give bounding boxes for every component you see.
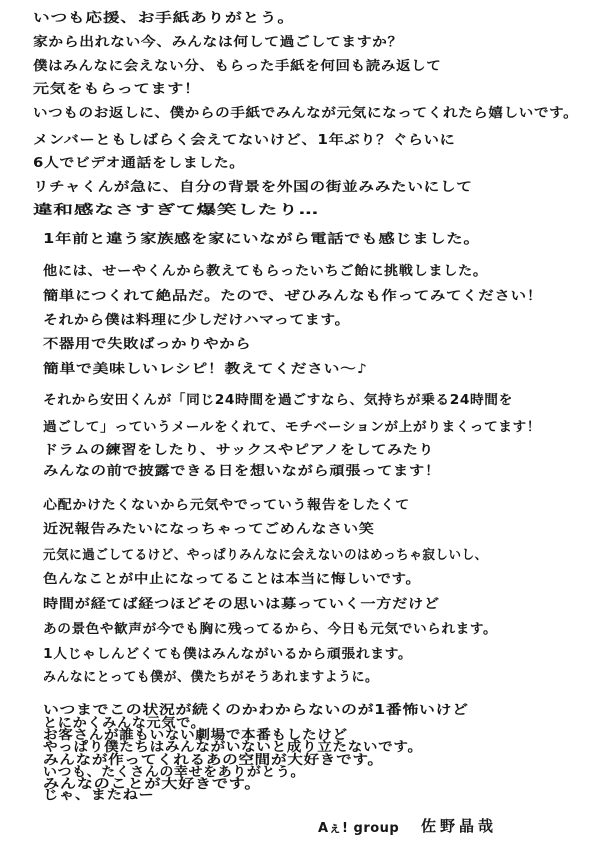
letter-line: 元気をもらってます！ [33, 82, 201, 97]
letter-line: 元気に過ごしてるけど、やっぱりみんなに会えないのはめっちゃ寂しいし、 [43, 548, 488, 563]
letter-line: みんなにとっても僕が、僕たちがそうあれますように。 [43, 670, 379, 685]
signature-name: 佐野晶哉 [421, 817, 498, 835]
letter-line: リチャくんが急に、自分の背景を外国の街並みみたいにして [33, 180, 473, 195]
letter-line: 違和感なさすぎて爆笑したり… [33, 203, 320, 218]
letter-line: 簡単で美味しいレシピ！教えてください～♪ [43, 362, 368, 377]
letter-line: とにかくみんな元気で。 [43, 715, 206, 731]
letter-line: いつも、たくさんの幸せをありがとう。 [43, 765, 306, 780]
letter-line: 色んなことが中止になってることは本当に悔しいです。 [43, 572, 421, 587]
letter-line: いつものお返しに、僕からの手紙でみんなが元気になってくれたら嬉しいです。 [33, 106, 579, 121]
letter-line: やっぱり僕たちはみんながいないと成り立たないです。 [43, 739, 423, 755]
letter-line: ドラムの練習をしたり、サックスやピアノをしてみたり [43, 443, 435, 458]
letter-line: いつまでこの状況が続くのかわからないのが1番怖いけど [43, 703, 469, 718]
signature [318, 815, 578, 841]
letter-line: 不器用で失敗ばっかりやから [43, 337, 252, 352]
letter-line: それから僕は料理に少しだけハマってます。 [43, 313, 351, 328]
letter-line: 6人でビデオ通話をしました。 [33, 156, 245, 171]
letter-line: 過ごして」っていうメールをくれて、モチベーションが上がりまくってます！ [43, 420, 542, 435]
letter-line: 僕はみんなに会えない分、もらった手紙を何回も読み返して [33, 59, 442, 74]
letter-line: みんなのことが大好きです。 [43, 776, 262, 792]
letter-line: 時間が経てば経つほどその思いは募っていく一方だけど [43, 597, 440, 612]
letter-line: 1年前と違う家族感を家にいながら電話でも感じました。 [43, 232, 481, 247]
letter-line: あの景色や歓声が今でも胸に残ってるから、今日も元気でいられます。 [43, 622, 498, 637]
letter-line: いつも応援、お手紙ありがとう。 [33, 11, 295, 26]
letter-line: 1人じゃしんどくても僕はみんながいるから頑張れます。 [43, 647, 413, 662]
letter-line: じゃ、またねー [43, 788, 155, 803]
signature-group: Aぇ! group [318, 821, 400, 836]
letter-line: お客さんが誰もいない劇場で本番もしたけど [43, 727, 348, 743]
letter-line: みんなの前で披露できる日を想いながら頑張ってます！ [43, 464, 441, 479]
letter-line: 心配かけたくないから元気やでっていう報告をしたくて [43, 498, 410, 513]
letter-line: それから安田くんが「同じ24時間を過ごすなら、気持ちが乗る24時間を [43, 393, 513, 408]
letter-line: 近況報告みたいになっちゃってごめんなさい笑 [43, 522, 375, 537]
letter-line: みんなが作ってくれるあの空間が大好きです。 [43, 752, 384, 768]
letter-line: 他には、せーやくんから教えてもらったいちご飴に挑戦しました。 [43, 264, 488, 279]
letter-line: 家から出れない今、みんなは何して過ごしてますか？ [33, 35, 403, 50]
letter-line: 簡単につくれて絶品だ。たので、ぜひみんなも作ってみてください！ [43, 289, 543, 304]
letter-line: メンバーともしばらく会えてないけど、1年ぶり？ぐらいに [33, 133, 456, 148]
